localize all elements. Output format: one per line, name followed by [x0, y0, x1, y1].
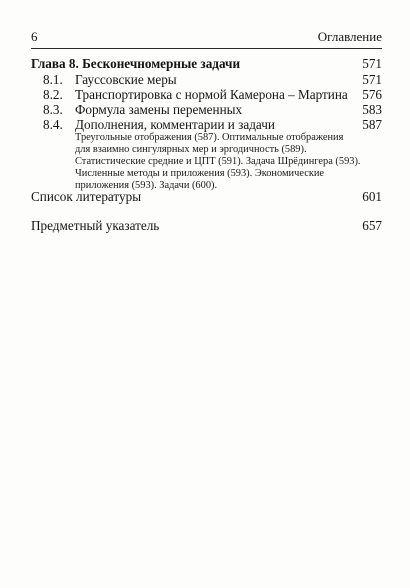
toc-entry-number: 8.1. — [43, 72, 63, 87]
toc-entry-title[interactable]: Формула замены переменных — [75, 102, 243, 117]
toc-entry-title[interactable]: Дополнения, комментарии и задачи — [75, 117, 275, 132]
toc-entry-number: 8.4. — [43, 117, 63, 132]
toc-entry-title[interactable]: Транспортировка с нормой Камерона – Мартина — [75, 87, 348, 102]
toc-entry-number: 8.3. — [43, 102, 63, 117]
running-head — [31, 29, 382, 45]
page-number: 6 — [31, 29, 38, 44]
header-rule — [31, 48, 382, 49]
chapter-page: 571 — [362, 56, 382, 71]
toc-entry-title[interactable]: Гауссовские меры — [75, 72, 177, 87]
running-head-title: Оглавление — [317, 29, 382, 44]
bibliography-page: 601 — [362, 189, 382, 204]
section-note-line: Численные методы и приложения (593). Экономические — [75, 168, 325, 179]
section-note-line: для взаимно сингулярных мер и эргодичность (589). — [75, 144, 307, 155]
toc-entry-page: 576 — [362, 87, 382, 102]
section-note-line: Треугольные отображения (587). Оптимальные отображения — [75, 132, 344, 143]
bibliography-title[interactable]: Список литературы — [31, 189, 142, 204]
toc-entry-number: 8.2. — [43, 87, 63, 102]
chapter-title[interactable]: Глава 8. Бесконечномерные задачи — [31, 56, 241, 71]
section-note-line: приложения (593). Задачи (600). — [75, 180, 218, 191]
toc-entry-page: 587 — [362, 117, 382, 132]
toc-entry-page: 583 — [362, 102, 382, 117]
section-note-line: Статистические средние и ЦПТ (591). Задача Шрёдингера (593). — [75, 156, 361, 167]
index-title[interactable]: Предметный указатель — [31, 218, 160, 233]
toc-entry-page: 571 — [362, 72, 382, 87]
index-page: 657 — [362, 218, 382, 233]
